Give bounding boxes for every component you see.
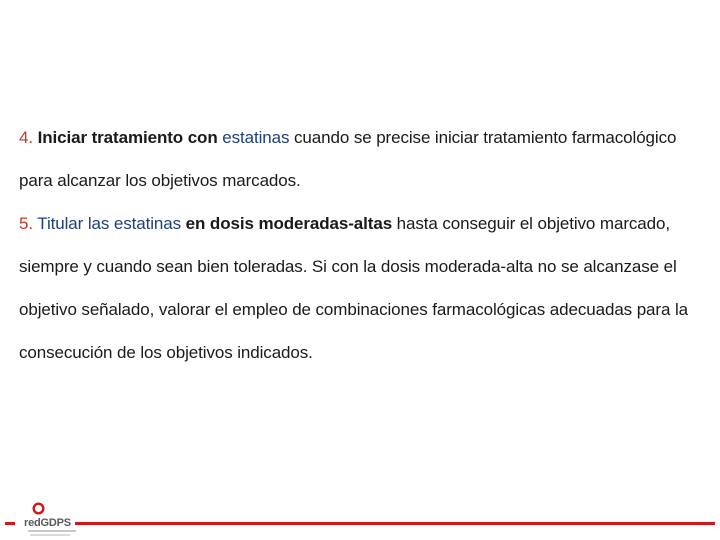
logo-text: redGDPS: [24, 517, 71, 529]
statins-highlight: estatinas: [222, 128, 290, 147]
logo-ring-icon: [32, 502, 45, 515]
footer-line-right: [75, 522, 715, 525]
logo-subtitle-line: [30, 534, 70, 536]
footer-line-left: [5, 522, 15, 525]
item-body-text: hasta conseguir el objetivo marcado, siempre y cuando sean bien toleradas. Si con la dosis moderada-alta no se alcanzase el objetivo señalado, valorar el empleo de combinaciones farmacológicas adecuadas para la consecución de los objetivos indicados.: [19, 214, 688, 362]
recommendations-text: [19, 116, 709, 374]
item-number: 4.: [19, 128, 33, 147]
logo-subtitle-line: [28, 530, 76, 532]
item-body-text: cuando se precise iniciar tratamiento farmacológico para alcanzar los objetivos marcados.: [19, 128, 677, 190]
dose-highlight: en dosis moderadas-altas: [181, 214, 393, 233]
statins-highlight: Titular las estatinas: [32, 214, 182, 233]
recommendation-5: [19, 202, 709, 374]
item-lead-text: Iniciar tratamiento con: [32, 128, 223, 147]
recommendation-4: [19, 116, 709, 202]
item-number: 5.: [19, 214, 33, 233]
redgdps-logo: [22, 502, 82, 540]
footer: [0, 500, 720, 540]
